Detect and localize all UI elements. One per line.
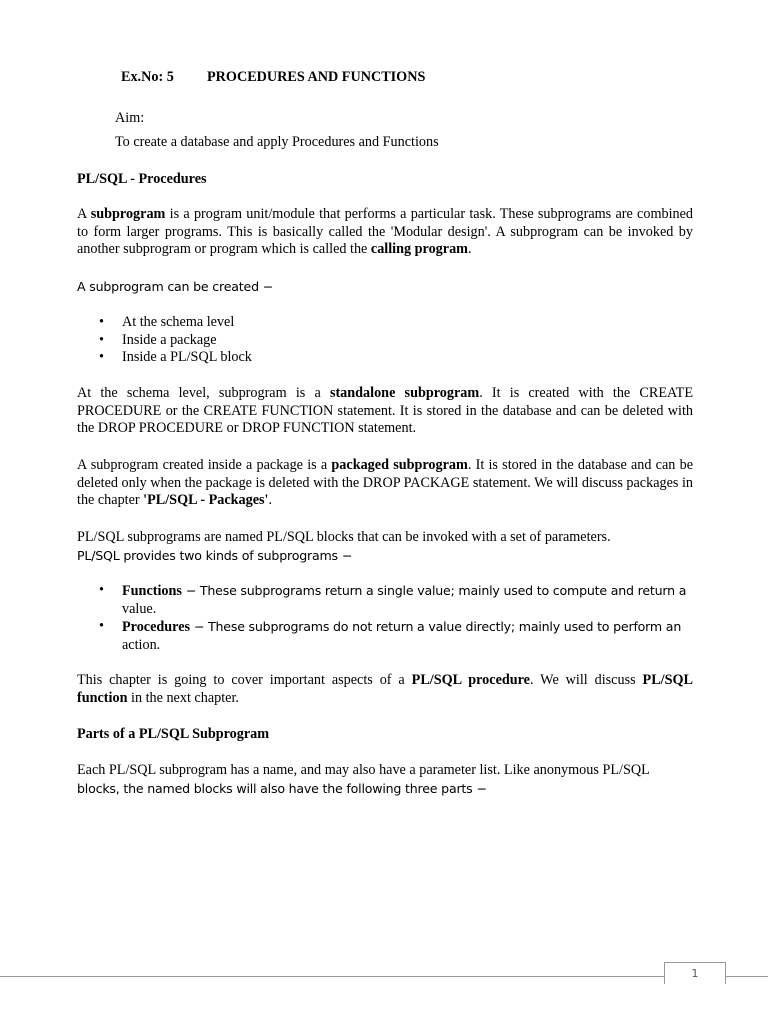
exercise-header	[121, 69, 425, 87]
section-heading-procedures: PL/SQL - Procedures	[77, 171, 207, 187]
term-plsql-procedure: PL/SQL procedure	[411, 672, 530, 688]
list-item: • Procedures − These subprograms do not return a value directly; mainly used to perform an action.	[99, 618, 682, 653]
exercise-number: Ex.No: 5	[121, 69, 174, 85]
packaged-paragraph: A subprogram created inside a package is a packaged subprogram. It is stored in the database and can be deleted only when the package is deleted with the DROP PACKAGE statement. We will discuss packages in the chapter 'PL/SQL - Packages'.	[77, 457, 693, 508]
kinds-list	[77, 582, 693, 654]
term-plsql-function: PL/SQL function	[77, 672, 693, 706]
term-standalone-subprogram: standalone subprogram	[329, 385, 480, 401]
created-list	[77, 314, 693, 367]
standalone-paragraph: At the schema level, subprogram is a standalone subprogram. It is created with the CREATE PROCEDURE or the CREATE FUNCTION statement. It is stored in the database and can be deleted with the DROP PROCEDURE or DROP FUNCTION statement.	[77, 385, 694, 436]
list-item: • Inside a package	[99, 331, 217, 348]
footer-rule	[0, 976, 768, 977]
subprogram-definition-paragraph: A subprogram is a program unit/module that performs a particular task. These subprograms are combined to form larger programs. This is basically called the 'Modular design'. A subprogram can be invoked by another subprogram or program which is called the calling program.	[77, 206, 693, 257]
bullet-icon: •	[99, 331, 104, 348]
created-intro: A subprogram can be created −	[77, 279, 274, 294]
bullet-icon: •	[99, 349, 104, 365]
exercise-title: PROCEDURES AND FUNCTIONS	[207, 69, 426, 85]
aim-label: Aim:	[115, 110, 145, 126]
bullet-icon: •	[99, 314, 104, 330]
kinds-intro-paragraph: PL/SQL subprograms are named PL/SQL blocks that can be invoked with a set of parameters. PL/SQL provides two kinds of subprograms −	[77, 529, 611, 563]
parts-paragraph: Each PL/SQL subprogram has a name, and may also have a parameter list. Like anonymous PL/SQL blocks, the named blocks will also have the following three parts −	[77, 762, 650, 796]
bullet-icon: •	[99, 618, 104, 634]
chapter-scope-paragraph: This chapter is going to cover important aspects of a PL/SQL procedure. We will discuss PL/SQL function in the next chapter.	[77, 672, 693, 706]
aim-text: To create a database and apply Procedures and Functions	[115, 134, 439, 150]
term-calling-program: calling program	[370, 241, 468, 257]
list-item: • At the schema level	[99, 314, 235, 330]
term-packaged-subprogram: packaged subprogram	[331, 457, 468, 473]
page-number: 1	[664, 962, 726, 984]
section-heading-parts: Parts of a PL/SQL Subprogram	[77, 726, 270, 742]
list-item: • Functions − These subprograms return a single value; mainly used to compute and return a value.	[99, 582, 687, 617]
bullet-icon: •	[99, 582, 104, 598]
term-subprogram: subprogram	[90, 206, 166, 222]
list-item: • Inside a PL/SQL block	[99, 349, 252, 365]
term-plsql-packages: 'PL/SQL - Packages'	[143, 492, 269, 508]
